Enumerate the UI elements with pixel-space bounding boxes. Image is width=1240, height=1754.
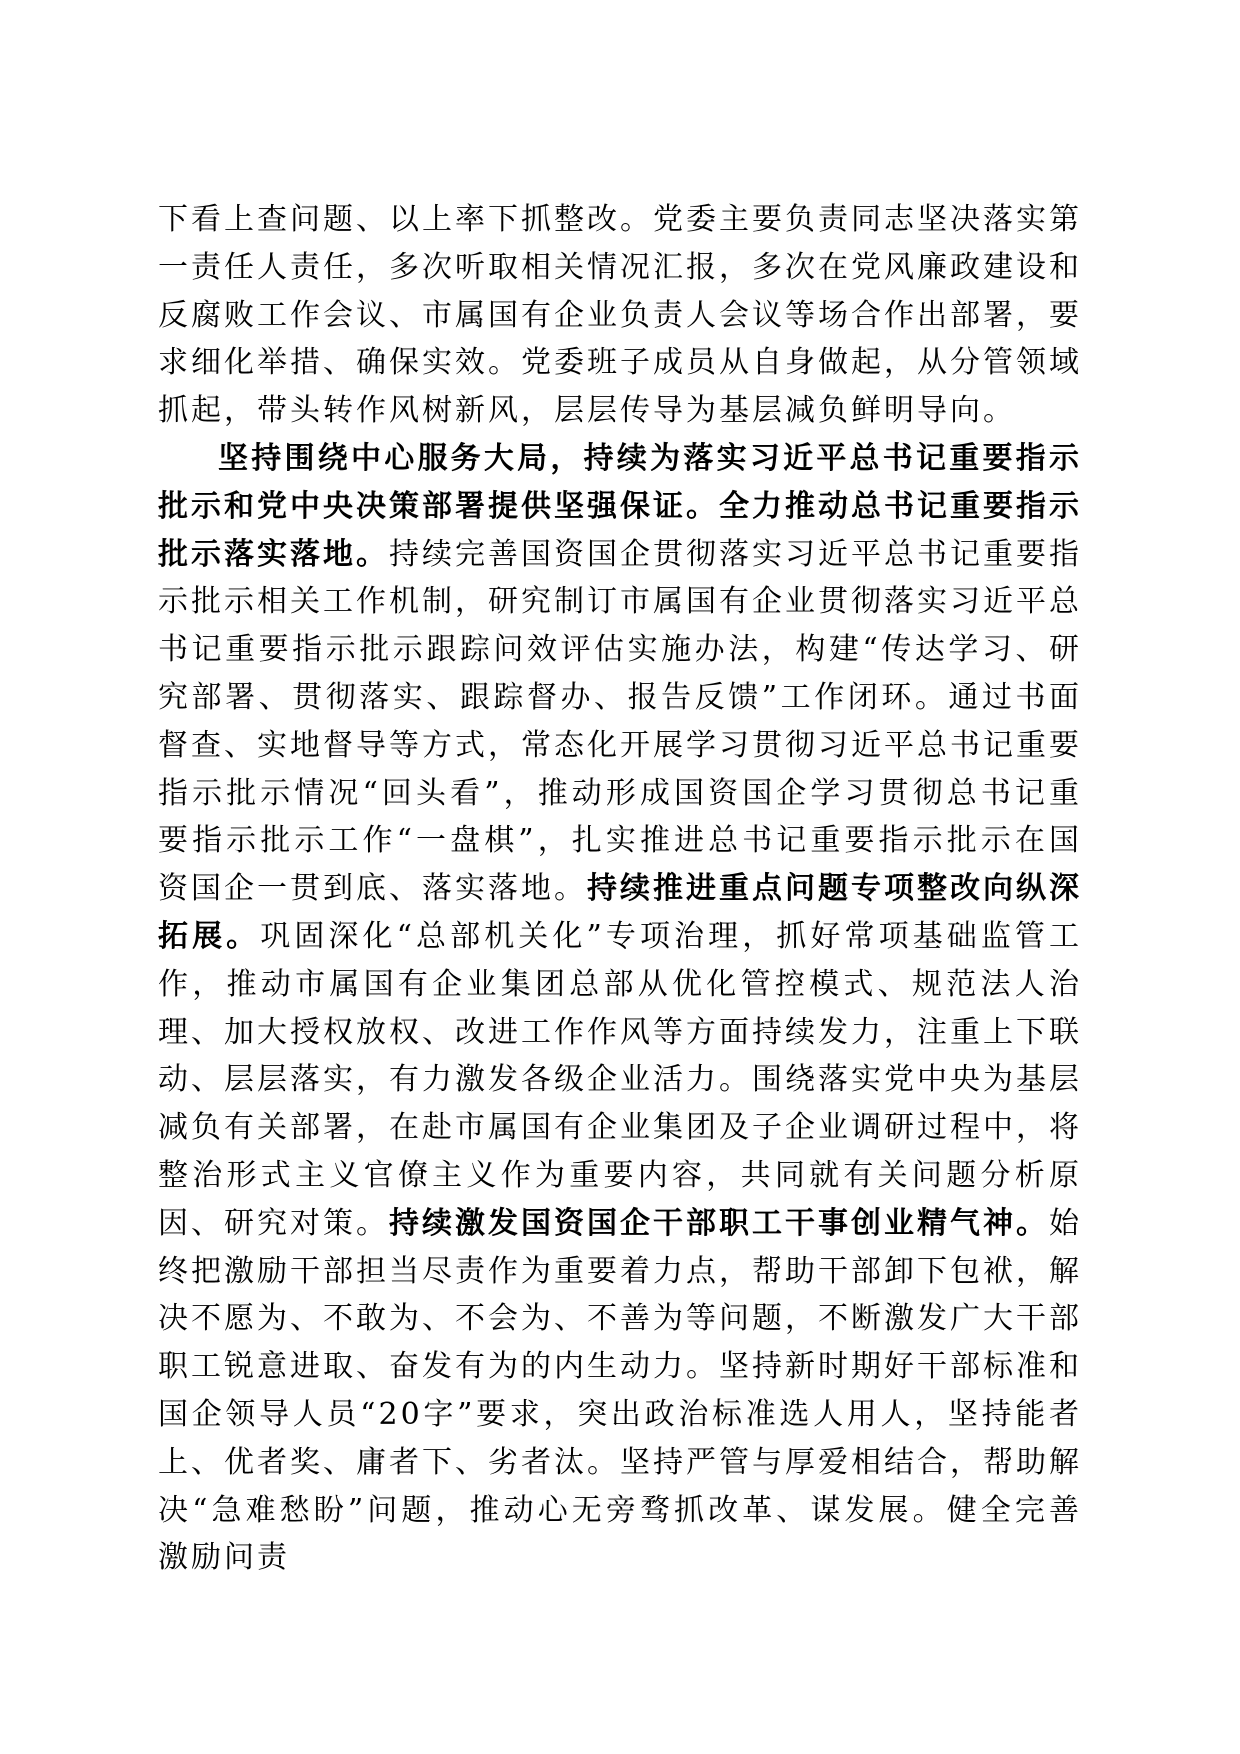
paragraph-2-text-3: 始终把激励干部担当尽责作为重要着力点，帮助干部卸下包袱，解决不愿为、不敢为、不会为、不善为等问题，不断激发广大干部职工锐意进取、奋发有为的内生动力。坚持新时期好干部标准和国企领导人员“20字”要求，突出政治标准选人用人，坚持能者上、优者奖、庸者下、劣者汰。坚持严管与厚爱相结合，帮助解决“急难愁盼”问题，推动心无旁骛抓改革、谋发展。健全完善激励问责 — [158, 1205, 1082, 1576]
paragraph-2 — [158, 435, 1082, 1582]
paragraph-1 — [158, 196, 1082, 435]
paragraph-2-subheading-3: 持续激发国资国企干部职工干事创业精气神。 — [389, 1205, 1049, 1241]
paragraph-2-text-1: 持续完善国资国企贯彻落实习近平总书记重要指示批示相关工作机制，研究制订市属国有企业贯彻落实习近平总书记重要指示批示跟踪问效评估实施办法，构建“传达学习、研究部署、贯彻落实、跟踪督办、报告反馈”工作闭环。通过书面督查、实地督导等方式，常态化开展学习贯彻习近平总书记重要指示批示情况“回头看”，推动形成国资国企学习贯彻总书记重要指示批示工作“一盘棋”，扎实推进总书记重要指示批示在国资国企一贯到底、落实落地。 — [158, 536, 1082, 907]
paragraph-2-subheading-2: 持续推进重点问题专项整改向纵深拓展。 — [158, 871, 1082, 954]
paragraph-1-text: 下看上查问题、以上率下抓整改。党委主要负责同志坚决落实第一责任人责任，多次听取相关情况汇报，多次在党风廉政建设和反腐败工作会议、市属国有企业负责人会议等场合作出部署，要求细化举措、确保实效。党委班子成员从自身做起，从分管领域抓起，带头转作风树新风，层层传导为基层减负鲜明导向。 — [158, 202, 1082, 429]
paragraph-2-text-2: 巩固深化“总部机关化”专项治理，抓好常项基础监管工作，推动市属国有企业集团总部从优化管控模式、规范法人治理、加大授权放权、改进工作作风等方面持续发力，注重上下联动、层层落实，有力激发各级企业活力。围绕落实党中央为基层减负有关部署，在赴市属国有企业集团及子企业调研过程中，将整治形式主义官僚主义作为重要内容，共同就有关问题分析原因、研究对策。 — [158, 918, 1082, 1241]
document-body — [158, 196, 1082, 1582]
paragraph-2-heading: 坚持围绕中心服务大局，持续为落实习近平总书记重要指示批示和党中央决策部署提供坚强保证。全力推动总书记重要指示批示落实落地。 — [158, 440, 1082, 572]
